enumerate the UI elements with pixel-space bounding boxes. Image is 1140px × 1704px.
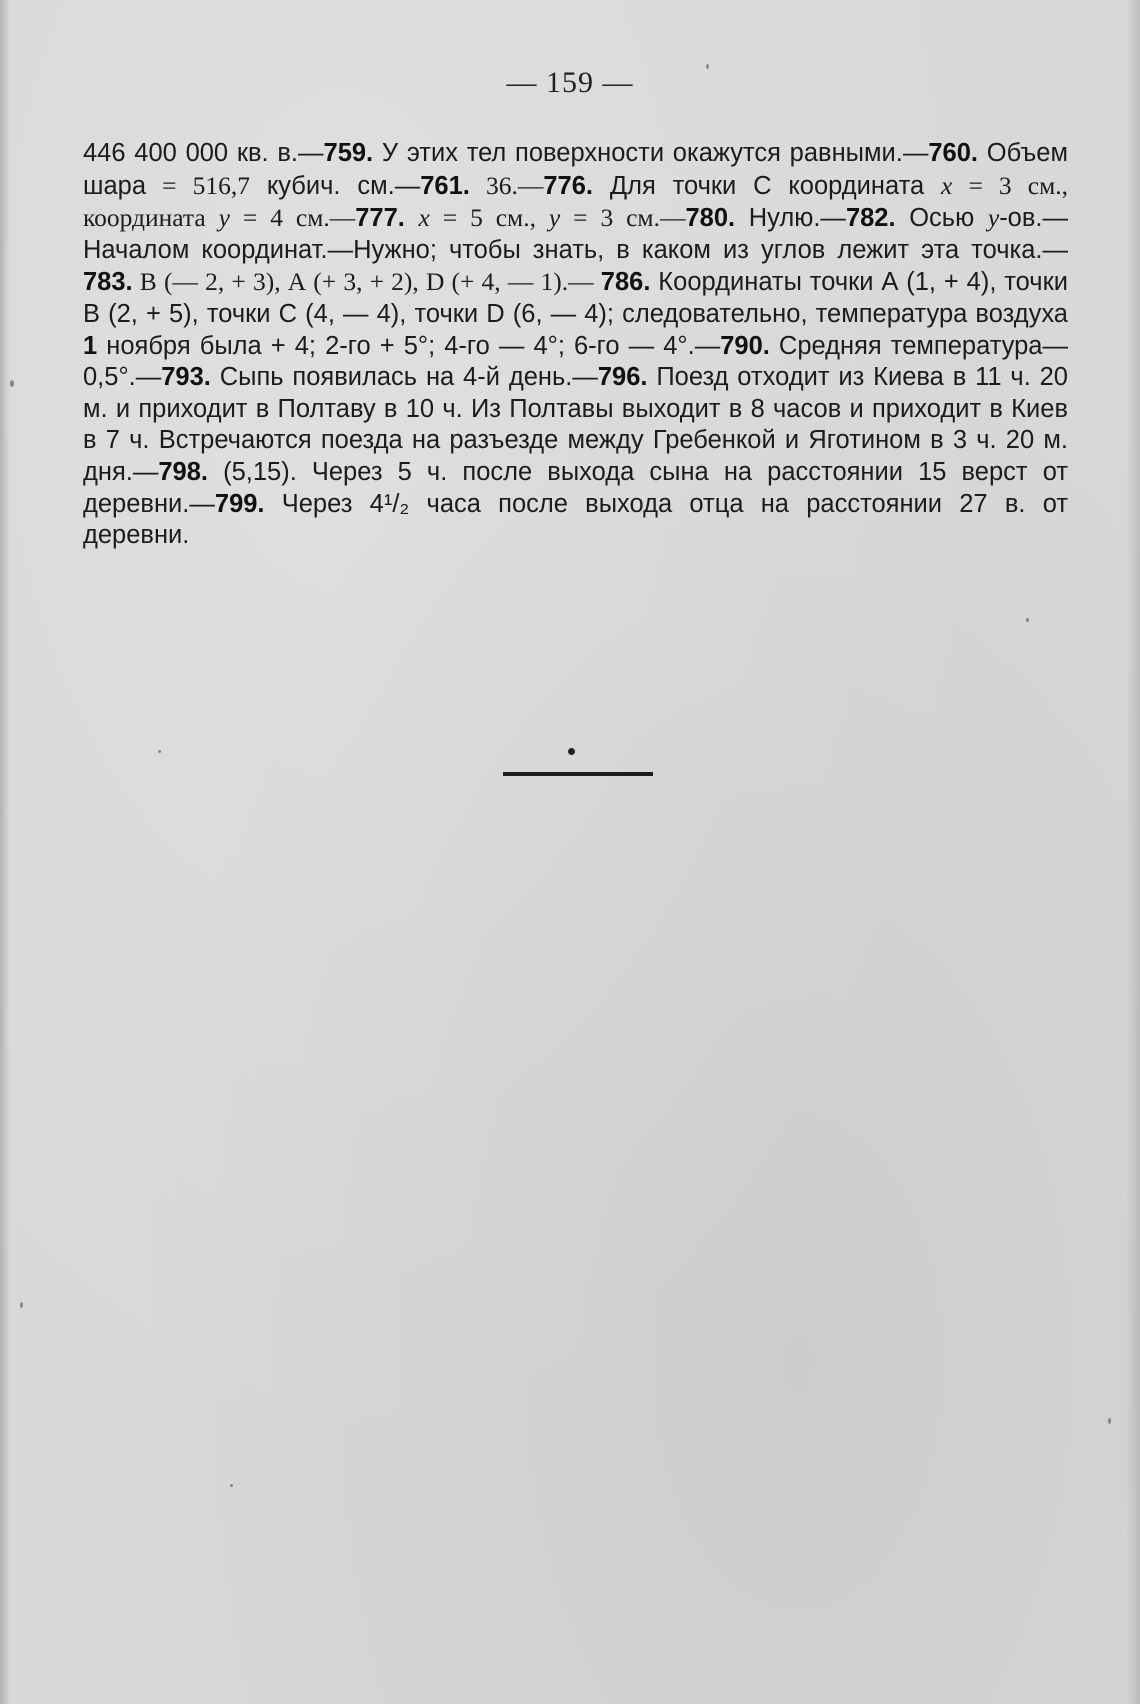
text-run — [405, 204, 419, 232]
math-variable: y — [218, 203, 230, 233]
page-shadow-right — [1126, 0, 1140, 1704]
answer-number: 782. — [845, 204, 896, 233]
text-run: Сыпь появилась на 4-й день.— — [210, 363, 598, 392]
text-run: В (— 2, + 3), А (+ 3, + 2), D (+ 4, — 1).— — [132, 267, 601, 297]
text-run: У этих тел поверхности окажутся равными.— — [373, 139, 929, 167]
text-run: Осью — [895, 204, 988, 233]
math-variable: x — [941, 170, 953, 200]
print-speck — [20, 1302, 23, 1308]
text-run: (5,15). Через 5 ч. после выхода сына на расстоянии 15 верст от деревни.— — [83, 457, 1068, 518]
text-run: -ов.—Началом координат.—Нужно; чтобы знать, в каком из углов лежит эта точка.— — [83, 204, 1068, 264]
answer-number: 760. — [928, 139, 978, 167]
answer-number: 798. — [158, 457, 208, 486]
rule-dot — [568, 748, 575, 755]
page-shadow-left — [0, 0, 10, 1704]
print-speck — [706, 64, 709, 69]
text-run: = 5 см., — [429, 203, 549, 233]
text-run: Для точки С координата — [593, 171, 941, 200]
text-run: = 4 см.— — [229, 203, 356, 233]
answer-number: 1 — [83, 331, 98, 360]
answer-number: 776. — [543, 171, 593, 200]
text-run: 36.— — [469, 170, 544, 200]
text-run: ноября была + 4; 2-го + 5°; 4-го — 4°; 6-го — 4°.— — [97, 331, 721, 360]
end-rule — [503, 772, 653, 776]
answer-number: 783. — [83, 268, 133, 297]
text-run: Объем шара — [83, 139, 1068, 200]
page-number: — 159 — — [506, 66, 634, 99]
math-variable: y — [987, 203, 1000, 233]
print-speck — [10, 380, 14, 387]
text-run: кубич. см.— — [250, 171, 421, 200]
text-run: Через 4¹/₂ часа после выхода отца на расстоянии 27 в. от деревни. — [83, 489, 1068, 550]
print-speck — [1108, 1418, 1111, 1424]
answer-number: 799. — [214, 489, 265, 518]
print-speck — [158, 750, 161, 753]
answers-paragraph — [83, 138, 1068, 552]
answer-number: 777. — [355, 204, 405, 233]
text-run: = 3 см., координата — [83, 170, 1069, 233]
math-variable: x — [418, 203, 430, 233]
print-speck — [230, 1484, 233, 1487]
text-run: Средняя температура—0,5°.— — [83, 331, 1068, 392]
answer-number: 761. — [420, 171, 470, 200]
text-run: = 3 см.— — [560, 203, 686, 233]
print-speck — [1026, 618, 1029, 622]
answer-number: 796. — [597, 363, 648, 392]
answer-number: 759. — [323, 139, 374, 167]
text-run: = 516,7 — [146, 170, 250, 200]
text-run: 446 400 000 кв. в.— — [83, 139, 324, 167]
answer-number: 790. — [720, 331, 770, 360]
text-run: Нулю.— — [735, 204, 846, 233]
math-variable: y — [548, 203, 561, 233]
answer-number: 793. — [161, 363, 211, 392]
answer-number: 786. — [600, 268, 651, 297]
text-run: Координаты точки А (1, + 4), точки В (2, + 5), точки С (4, — 4), точки D (6, — 4); следовательно, температура воздуха — [83, 268, 1068, 328]
text-run: Поезд отходит из Киева в 11 ч. 20 м. и приходит в Полтаву в 10 ч. Из Полтавы выходит в 8 часов и приходит в Киев в 7 ч. Встречаются поезда на разъезде между Гребенкой и Яготином в 3 ч. 20 м. дня.— — [83, 363, 1068, 486]
answer-number: 780. — [685, 204, 736, 233]
